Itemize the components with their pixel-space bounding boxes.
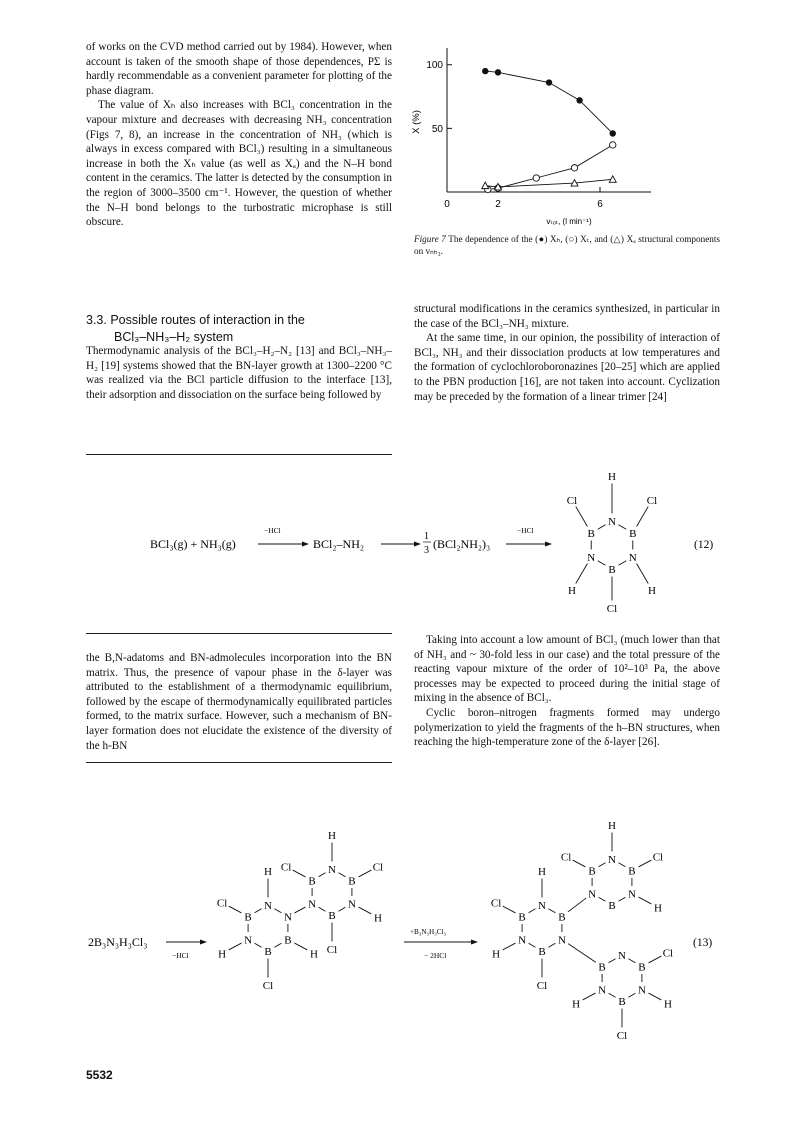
paragraph: Cyclic boron–nitrogen fragments formed may undergo polymerization to yield the fragments of the h–BN structures, when reaching the high-temperature zone of the δ-layer [26]. (414, 706, 720, 749)
data-point-filled-circle (482, 68, 488, 74)
atom-b: B (518, 911, 526, 924)
atom-n: N (588, 888, 597, 901)
bond (274, 943, 281, 947)
atom-b: B (558, 911, 566, 924)
bond (229, 943, 242, 950)
atom-b: B (264, 946, 272, 958)
eq13-arrow2-bottom: − 2HCl (424, 951, 447, 960)
bond (649, 956, 662, 963)
atom-n: N (637, 984, 646, 997)
rule-col1-top (86, 454, 392, 455)
atom-b: B (284, 934, 292, 947)
substituent-h: H (538, 866, 546, 878)
bond (568, 944, 596, 963)
col2-mid-text (414, 302, 720, 404)
atom-b: B (628, 865, 636, 878)
eq12-arrow3-label: −HCl (517, 526, 534, 535)
eq12-number: (12) (694, 539, 714, 551)
substituent-h: H (309, 948, 318, 961)
bond (599, 863, 606, 867)
substituent-h: H (492, 948, 501, 961)
eq12-reactants: BCl₃(g) + NH₃(g) (150, 537, 236, 551)
x-tick-label: 2 (495, 199, 501, 210)
bond (503, 906, 516, 913)
substituent-h: H (218, 948, 227, 961)
substituent-cl: Cl (606, 603, 618, 615)
bond (548, 943, 555, 947)
eq12-arrowhead2 (414, 542, 421, 547)
data-point-open-circle (571, 165, 577, 171)
bond (628, 993, 635, 997)
series-line-2 (485, 179, 613, 187)
data-point-filled-circle (576, 97, 582, 103)
data-point-open-circle (610, 142, 616, 148)
atom-n: N (328, 864, 336, 876)
caption-text: The dependence of the (●) Xₕ, (○) Xₜ, and (△) Xₐ structural components on vₙₕ₃. (414, 234, 720, 256)
y-axis-label: X (%) (411, 110, 422, 134)
paragraph: At the same time, in our opinion, the possibility of interaction of BCl₃, NH₃ and their dissociation products at low temperatures and the formation of cyclochloroboronazines [20–25] which are applied to the PBN production [16], are not taken into account. Cyclization may be preceded by the formation of a linear trimer [24] (414, 332, 720, 403)
equation-13 (0, 810, 796, 1100)
substituent-h: H (648, 585, 656, 597)
bond (598, 525, 606, 530)
data-point-open-triangle (609, 176, 616, 183)
atom-n: N (264, 900, 272, 912)
eq13-dimer (217, 830, 383, 992)
bond (568, 898, 586, 912)
paragraph: The value of Xₕ also increases with BCl₃ concentration in the vapour mixture and decreases with decreasing NH₃ concentration (Figs 7, 8), an increase in the concentration of NH₃ (which is always in excess compared with BCl₃) resulting in a simultaneous increase in both the Xₕ value (as well as Xₐ) and the N–H bond content in the ceramics. The latter is detected by the consumption in the region of 3000–3500 cm⁻¹. However, the question of whether the N–H bond belongs to the turbostratic microphase is still obscure. (86, 99, 392, 229)
bond (255, 909, 262, 913)
bond (229, 906, 242, 913)
substituent-cl: Cl (616, 1030, 628, 1042)
eq12-arrowhead1 (302, 542, 309, 547)
substituent-cl: Cl (326, 944, 338, 956)
atom-n: N (244, 934, 253, 947)
atom-b: B (629, 528, 637, 540)
atom-b: B (588, 865, 596, 878)
bond (639, 897, 652, 904)
section-heading: 3.3. Possible routes of interaction in the (86, 313, 305, 327)
substituent-cl: Cl (646, 495, 658, 507)
data-point-open-circle (533, 175, 539, 181)
eq12-arrow1-label: −HCl (264, 526, 281, 535)
bond (255, 943, 262, 947)
substituent-cl: Cl (372, 861, 384, 874)
paragraph: Thermodynamic analysis of the BCl₃–H₂–N₂ [13] and BCl₃–NH₃–H₂ [19] systems showed that the BN-layer growth at 1300–2200 °C was realized via the BCl particle diffusion to the interface [13], their adsorption and dissociation on the surface being followed by (86, 345, 392, 401)
bond (503, 943, 516, 950)
substituent-h: H (328, 830, 336, 842)
col1-bottom-text (86, 651, 392, 753)
substituent-h: H (264, 866, 272, 878)
atom-b: B (308, 875, 316, 888)
data-point-filled-circle (610, 130, 616, 136)
bond (598, 561, 606, 566)
paragraph: Taking into account a low amount of BCl₃ (much lower than that of NH₃ and ~ 30-fold less in our case) and the total pressure of the reacting vapour mixture of the order of 10²–10³ Pa, the above processes may be expected to proceed during the initial stage of mixing in the absence of BCl₃. (414, 634, 720, 705)
bond (295, 907, 306, 913)
substituent-cl: Cl (280, 861, 292, 874)
atom-b: B (598, 961, 606, 974)
figure-7-caption (414, 233, 720, 257)
col2-bottom-text (414, 633, 720, 750)
bond (295, 943, 308, 950)
bond (637, 506, 649, 526)
atom-n: N (627, 888, 636, 901)
bond (548, 909, 555, 913)
page-number: 5532 (86, 1068, 113, 1082)
atom-n: N (347, 898, 356, 911)
atom-n: N (538, 900, 546, 912)
eq12-intermediate: BCl₂–NH₂ (313, 537, 365, 551)
y-tick-label: 50 (431, 123, 443, 135)
series-line-1 (488, 145, 613, 190)
substituent-cl: Cl (262, 980, 274, 992)
eq13-trimer (491, 820, 673, 1042)
bond (319, 873, 326, 877)
bond (583, 993, 596, 1000)
eq13-arrowhead1 (200, 940, 207, 945)
bond (618, 897, 625, 901)
bond (628, 959, 635, 963)
atom-n: N (283, 911, 292, 924)
bond (293, 870, 306, 877)
substituent-h: H (572, 998, 581, 1011)
atom-b: B (618, 996, 626, 1008)
x-tick-label: 0 (444, 199, 450, 210)
paragraph: structural modifications in the ceramics synthesized, in particular in the case of the BCl₃–NH₃ mixture. (414, 303, 720, 330)
substituent-h: H (608, 820, 616, 832)
atom-n: N (598, 984, 607, 997)
substituent-h: H (568, 585, 576, 597)
atom-n: N (587, 552, 596, 564)
bond (618, 863, 625, 867)
bond (618, 561, 626, 566)
eq13-arrowhead2 (471, 940, 478, 945)
atom-n: N (308, 898, 317, 911)
paragraph: of works on the CVD method carried out by 1984). However, when account is taken of the smooth shape of those dependences, PΣ is hardly recommendable as a convenient parameter for plotting of the phase diagram. (86, 41, 392, 97)
atom-n: N (608, 854, 616, 866)
atom-n: N (557, 934, 566, 947)
data-point-open-triangle (482, 182, 489, 189)
data-point-filled-circle (546, 79, 552, 85)
substituent-h: H (663, 998, 672, 1011)
x-axis-label: vₜₒₜ, (l min⁻¹) (546, 217, 592, 226)
bond (649, 993, 662, 1000)
bond (359, 870, 372, 877)
col1-mid-text (86, 311, 392, 402)
atom-n: N (608, 516, 616, 528)
atom-b: B (348, 875, 356, 888)
substituent-h: H (653, 902, 662, 915)
atom-b: B (638, 961, 646, 974)
eq13-arrow1-label: −HCl (172, 951, 189, 960)
y-tick-label: 100 (426, 60, 443, 72)
atom-b: B (587, 528, 595, 540)
eq12-trimer: (BCl₂NH₂)₃ (433, 537, 491, 551)
substituent-cl: Cl (216, 897, 228, 910)
bond (609, 959, 616, 963)
bond (599, 897, 606, 901)
equation-12 (0, 462, 796, 622)
bond (359, 907, 372, 914)
bond (338, 873, 345, 877)
atom-b: B (608, 564, 616, 576)
substituent-h: H (608, 471, 616, 483)
atom-b: B (538, 946, 546, 958)
substituent-cl: Cl (560, 851, 572, 864)
bond (618, 525, 626, 530)
data-point-filled-circle (495, 69, 501, 75)
caption-label: Figure 7 (414, 234, 446, 244)
bond (319, 907, 326, 911)
substituent-cl: Cl (662, 947, 674, 960)
substituent-cl: Cl (566, 495, 578, 507)
col1-top-text (86, 40, 392, 230)
substituent-cl: Cl (536, 980, 548, 992)
bond (576, 563, 588, 583)
bond (573, 860, 586, 867)
bond (637, 563, 649, 583)
eq12-product-ring (567, 471, 657, 615)
eq12-arrowhead3 (545, 542, 552, 547)
substituent-cl: Cl (652, 851, 664, 864)
bond (529, 909, 536, 913)
bond (274, 909, 281, 913)
atom-n: N (628, 552, 637, 564)
paragraph: the B,N-adatoms and BN-admolecules incorporation into the BN matrix. Thus, the presence of vapour phase in the δ-layer was attributed to the establishment of a thermodynamic equilibrium, followed by the escape of thermodynamically equilibrated particles formed, to the matrix surface. However, such a mechanism of BN-layer formation does not elucidate the existence of the diversity of the h-BN (86, 652, 392, 752)
rule-col1-mid (86, 633, 392, 634)
eq13-number: (13) (693, 937, 713, 949)
eq12-frac-den: 3 (424, 545, 429, 556)
eq13-reactant: 2B₃N₃H₃Cl₃ (88, 935, 148, 949)
atom-b: B (244, 911, 252, 924)
atom-b: B (328, 910, 336, 922)
rule-col1-bottom (86, 762, 392, 763)
atom-n: N (518, 934, 527, 947)
section-heading-cont: BCl₃–NH₃–H₂ system (114, 329, 234, 344)
atom-b: B (608, 900, 616, 912)
eq13-arrow2-top: +B₃N₃H₃Cl₃ (410, 928, 447, 936)
bond (639, 860, 652, 867)
x-tick-label: 6 (597, 199, 603, 210)
substituent-cl: Cl (490, 897, 502, 910)
eq12-frac-num: 1 (424, 531, 429, 542)
atom-n: N (618, 950, 626, 962)
bond (609, 993, 616, 997)
figure-7-chart (405, 40, 665, 230)
bond (529, 943, 536, 947)
bond (576, 506, 588, 526)
bond (338, 907, 345, 911)
substituent-h: H (373, 912, 382, 925)
